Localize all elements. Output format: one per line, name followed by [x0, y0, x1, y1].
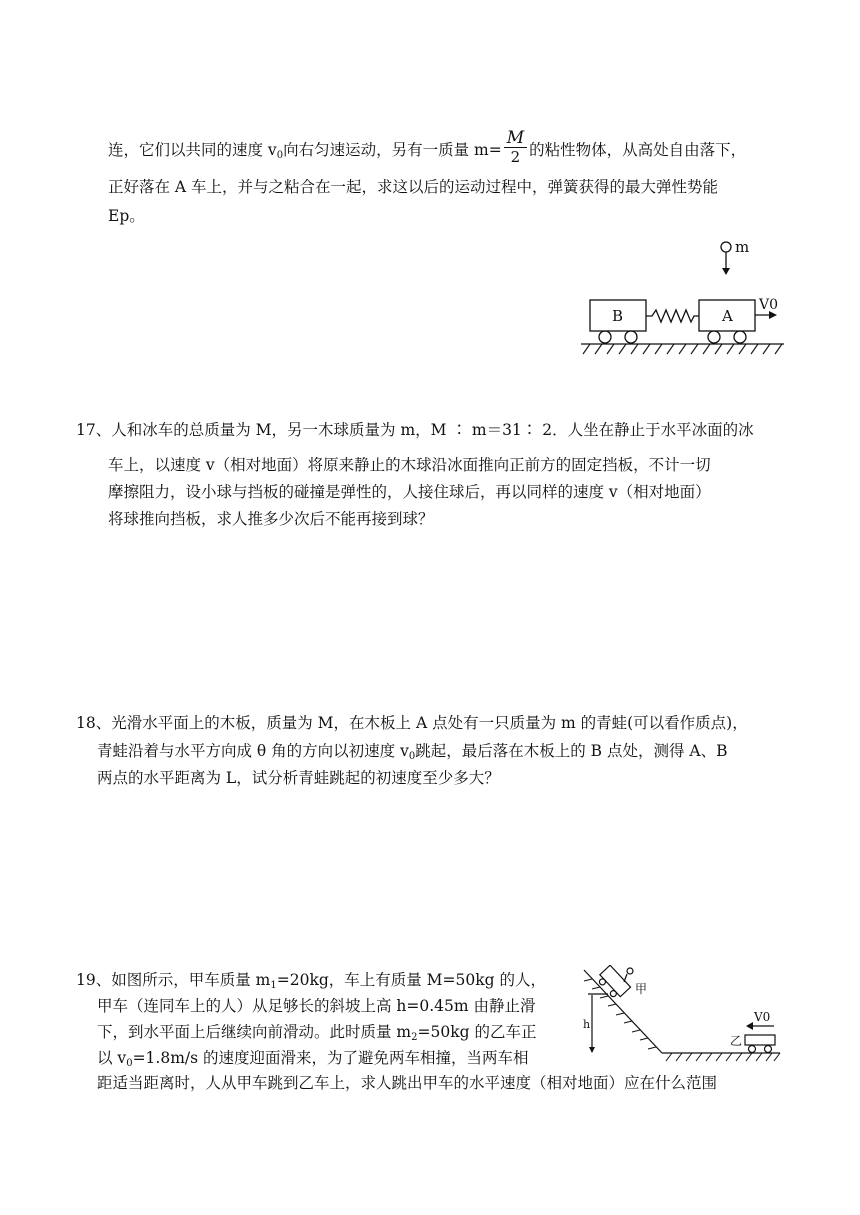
cart-yi-body [745, 1035, 775, 1045]
p17-line-2: 车上，以速度 v（相对地面）将原来静止的木球沿冰面推向正前方的固定挡板，不计一切 [108, 456, 711, 474]
person-body [624, 974, 627, 982]
velocity-arrowhead [746, 1022, 753, 1030]
label-v0: V0 [754, 1010, 771, 1024]
figure-slope-carts [580, 965, 785, 1065]
p18-line-2: 青蛙沿着与水平方向成 θ 角的方向以初速度 $v_0$跳起，最后落在木板上的 B 点处，测得 A、B [97, 742, 728, 762]
cart-b-wheel-left [599, 331, 611, 343]
cart-yi-wheel-right [765, 1046, 772, 1053]
label-v0: V0 [759, 297, 779, 313]
ground-hatching [583, 344, 782, 354]
cart-jia [595, 965, 630, 1001]
figure-carts-spring [578, 235, 788, 360]
p17-line-3: 摩擦阻力，设小球与挡板的碰撞是弹性的，人接住球后，再以同样的速度 v（相对地面） [108, 483, 711, 501]
label-yi: 乙 [730, 1034, 743, 1048]
cart-a-wheel-right [734, 331, 746, 343]
spring [646, 310, 699, 322]
p19-line-2: 甲车（连同车上的人）从足够长的斜坡上高 h=0.45m 由静止滑 [97, 997, 536, 1015]
person-head [627, 968, 633, 974]
label-cart-a: A [722, 307, 733, 325]
p17-line-1: 17、人和冰车的总质量为 M，另一木球质量为 m，M ∶ m＝31∶ 2．人坐在静止于水平冰面的冰 [76, 421, 754, 439]
slope-line [584, 970, 662, 1053]
falling-mass-circle [721, 242, 731, 252]
ground-hatching [666, 1053, 780, 1061]
p19-line-4: 以 $v_0=1.8m/s$ 的速度迎面滑来，为了避免两车相撞，当两车相 [97, 1049, 529, 1069]
p16-line-1: 连，它们以共同的速度 $v_0$向右匀速运动，另有一质量 m= $\frac{M}{2}$ 的粘性物体，从高处自由落下， [108, 128, 747, 166]
p19-line-1: 19、如图所示，甲车质量 $m_1=20kg$，车上有质量 M=50kg 的人， [76, 971, 547, 991]
p19-line-5: 距适当距离时，人从甲车跳到乙车上，求人跳出甲车的水平速度（相对地面）应在什么范围 [97, 1074, 718, 1092]
label-cart-b: B [612, 307, 624, 325]
cart-yi-wheel-left [749, 1046, 756, 1053]
p18-line-1: 18、光滑水平面上的木板，质量为 M，在木板上 A 点处有一只质量为 m 的青蛙(可以看作质点)， [76, 714, 748, 732]
cart-b-wheel-right [625, 331, 637, 343]
label-jia: 甲 [635, 982, 648, 996]
cart-a-wheel-left [708, 331, 720, 343]
height-arrowhead-bottom [589, 1047, 595, 1053]
p17-line-4: 将球推向挡板，求人推多少次后不能再接到球？ [108, 510, 434, 528]
p16-line-2: 正好落在 A 车上，并与之粘合在一起，求这以后的运动过程中，弹簧获得的最大弹性势能 [108, 178, 719, 196]
p19-line-3: 下，到水平面上后继续向前滑动。此时质量 $m_2=50kg$ 的乙车正 [97, 1023, 537, 1043]
label-m: m [735, 238, 750, 256]
fraction-m-over-2: $\frac{M}{2}$ [504, 129, 527, 167]
p16-line-3: Ep。 [108, 207, 145, 225]
label-h: h [583, 1018, 591, 1031]
falling-mass-arrowhead [722, 268, 730, 275]
p18-line-3: 两点的水平距离为 L，试分析青蛙跳起的初速度至少多大？ [97, 769, 500, 787]
